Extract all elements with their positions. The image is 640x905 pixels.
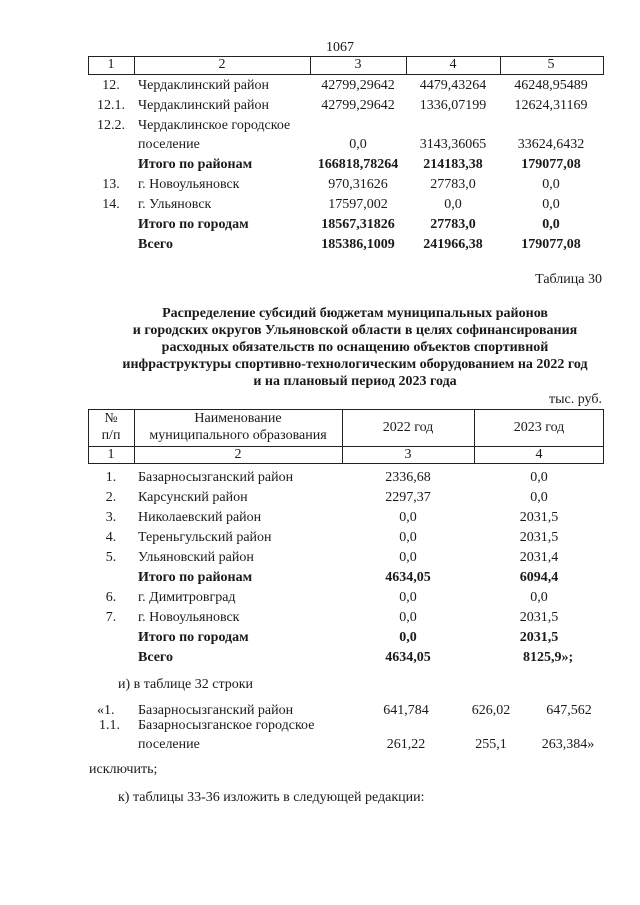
row-name: г. Новоульяновск bbox=[138, 610, 240, 625]
row-value: 0,0 bbox=[399, 610, 417, 625]
row-value: 0,0 bbox=[349, 137, 367, 152]
header-cell: муниципального образования bbox=[149, 428, 327, 443]
row-value: 185386,1009 bbox=[321, 237, 395, 252]
row-value: 179077,08 bbox=[521, 157, 581, 172]
row-name: Ульяновский район bbox=[138, 550, 254, 565]
row-value: 0,0 bbox=[542, 177, 560, 192]
header-cell: 1 bbox=[107, 57, 115, 72]
row-value: 647,562 bbox=[546, 703, 592, 718]
row-value: 33624,6432 bbox=[517, 137, 585, 152]
row-value: 0,0 bbox=[399, 630, 417, 645]
table-label: Таблица 30 bbox=[535, 272, 602, 287]
row-number: 12.1. bbox=[97, 98, 125, 113]
row-value: 8125,9»; bbox=[523, 650, 574, 665]
row-value: 4634,05 bbox=[385, 650, 431, 665]
row-value: 42799,29642 bbox=[321, 98, 395, 113]
row-number: 5. bbox=[105, 550, 117, 565]
row-number: 12. bbox=[102, 78, 120, 93]
row-value: 166818,78264 bbox=[317, 157, 399, 172]
row-name: г. Димитровград bbox=[138, 590, 236, 605]
row-value: 0,0 bbox=[542, 197, 560, 212]
row-number: 6. bbox=[105, 590, 117, 605]
row-value: 46248,95489 bbox=[514, 78, 588, 93]
row-value: 42799,29642 bbox=[321, 78, 395, 93]
row-value: 0,0 bbox=[399, 510, 417, 525]
row-value: 0,0 bbox=[530, 490, 548, 505]
row-value: 0,0 bbox=[530, 590, 548, 605]
row-number: 3. bbox=[105, 510, 117, 525]
header-cell: № bbox=[104, 411, 118, 426]
title-line: инфраструктуры спортивно-технологическим оборудованием на 2022 год bbox=[122, 357, 588, 372]
row-name: Итого по районам bbox=[138, 157, 253, 172]
row-value: 2297,37 bbox=[385, 490, 431, 505]
numbering-cell: 1 bbox=[107, 447, 115, 462]
row-value: 2031,5 bbox=[519, 630, 559, 645]
row-name: Всего bbox=[138, 650, 173, 665]
row-value: 214183,38 bbox=[423, 157, 483, 172]
row-value: 261,22 bbox=[386, 737, 426, 752]
row-value: 2031,5 bbox=[519, 610, 559, 625]
row-value: 641,784 bbox=[383, 703, 429, 718]
row-number: 14. bbox=[102, 197, 120, 212]
row-number: «1. bbox=[97, 703, 115, 718]
header-cell: Наименование bbox=[194, 411, 282, 426]
row-name: Карсунский район bbox=[138, 490, 248, 505]
row-number: 1.1. bbox=[99, 718, 120, 733]
row-value: 27783,0 bbox=[430, 217, 476, 232]
row-name: Итого по городам bbox=[138, 630, 249, 645]
page-number: 1067 bbox=[326, 40, 354, 55]
row-value: 2031,5 bbox=[519, 530, 559, 545]
row-number: 2. bbox=[105, 490, 117, 505]
numbering-cell: 3 bbox=[404, 447, 412, 462]
row-name: Итого по городам bbox=[138, 217, 249, 232]
title-line: и на плановый период 2023 года bbox=[253, 374, 457, 389]
row-name: Николаевский район bbox=[138, 510, 262, 525]
row-name: г. Новоульяновск bbox=[138, 177, 240, 192]
row-value: 626,02 bbox=[471, 703, 511, 718]
row-name-continued: поселение bbox=[138, 737, 200, 752]
row-value: 3143,36065 bbox=[419, 137, 487, 152]
row-number: 7. bbox=[105, 610, 117, 625]
row-value: 241966,38 bbox=[423, 237, 483, 252]
row-name: Базарносызганский район bbox=[138, 703, 294, 718]
row-name: Чердаклинское городское bbox=[138, 118, 291, 133]
row-name: Тереньгульский район bbox=[138, 530, 272, 545]
row-value: 27783,0 bbox=[430, 177, 476, 192]
header-cell: п/п bbox=[101, 428, 121, 443]
row-name-continued: поселение bbox=[138, 137, 200, 152]
row-number: 13. bbox=[102, 177, 120, 192]
row-value: 2031,4 bbox=[519, 550, 559, 565]
paragraph-k: к) таблицы 33-36 изложить в следующей редакции: bbox=[118, 790, 425, 805]
header-cell: 2 bbox=[218, 57, 226, 72]
row-number: 12.2. bbox=[97, 118, 125, 133]
row-value: 4479,43264 bbox=[419, 78, 487, 93]
row-name: Чердаклинский район bbox=[138, 98, 269, 113]
row-value: 0,0 bbox=[542, 217, 560, 232]
title-line: Распределение субсидий бюджетам муниципальных районов bbox=[162, 306, 548, 321]
row-value: 18567,31826 bbox=[321, 217, 395, 232]
row-name: Базарносызганский район bbox=[138, 470, 294, 485]
row-value: 2336,68 bbox=[385, 470, 431, 485]
row-number: 1. bbox=[105, 470, 117, 485]
header-cell: 4 bbox=[449, 57, 457, 72]
header-cell: 2023 год bbox=[513, 420, 565, 435]
row-value: 1336,07199 bbox=[419, 98, 487, 113]
row-value: 12624,31169 bbox=[514, 98, 588, 113]
header-cell: 3 bbox=[354, 57, 362, 72]
numbering-cell: 2 bbox=[234, 447, 242, 462]
row-value: 0,0 bbox=[444, 197, 462, 212]
row-value: 6094,4 bbox=[519, 570, 559, 585]
row-value: 2031,5 bbox=[519, 510, 559, 525]
row-value: 4634,05 bbox=[385, 570, 431, 585]
unit-label: тыс. руб. bbox=[549, 392, 602, 407]
numbering-cell: 4 bbox=[535, 447, 543, 462]
title-line: расходных обязательств по оснащению объектов спортивной bbox=[161, 340, 549, 355]
title-line: и городских округов Ульяновской области в целях софинансирования bbox=[132, 323, 578, 338]
row-value: 0,0 bbox=[399, 550, 417, 565]
row-value: 17597,002 bbox=[328, 197, 388, 212]
row-value: 255,1 bbox=[475, 737, 507, 752]
header-cell: 5 bbox=[547, 57, 555, 72]
row-name: Чердаклинский район bbox=[138, 78, 269, 93]
paragraph-i: и) в таблице 32 строки bbox=[118, 677, 254, 692]
row-name: Всего bbox=[138, 237, 173, 252]
row-name: Итого по районам bbox=[138, 570, 253, 585]
row-name: г. Ульяновск bbox=[138, 197, 212, 212]
row-value: 0,0 bbox=[399, 590, 417, 605]
row-value: 0,0 bbox=[530, 470, 548, 485]
row-name: Базарносызганское городское bbox=[138, 718, 315, 733]
header-cell: 2022 год bbox=[382, 420, 434, 435]
row-number: 4. bbox=[105, 530, 117, 545]
paragraph-exclude: исключить; bbox=[89, 762, 158, 777]
row-value: 179077,08 bbox=[521, 237, 581, 252]
row-value: 0,0 bbox=[399, 530, 417, 545]
row-value: 263,384» bbox=[541, 737, 595, 752]
row-value: 970,31626 bbox=[328, 177, 388, 192]
